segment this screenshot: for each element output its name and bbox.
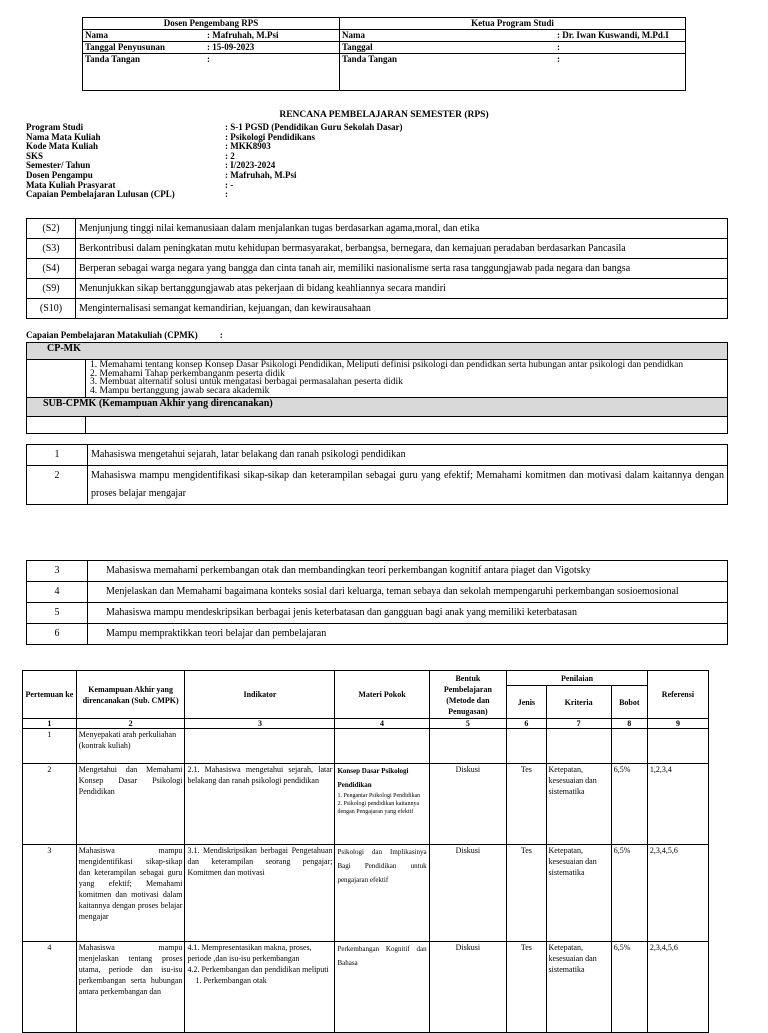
document-title: RENCANA PEMBELAJARAN SEMESTER (RPS)	[279, 110, 489, 120]
th-indikator: Indikator	[185, 671, 335, 719]
row-no: 1	[23, 729, 77, 764]
row-no: 4	[23, 942, 77, 1033]
cpmk-list	[86, 361, 727, 395]
row-bentuk: Diskusi	[429, 764, 507, 845]
materi-item: 2. Psikologi pendidikan kaitannya dengan Pengajaran yang efektif	[337, 801, 420, 815]
info-value: :	[225, 189, 228, 200]
info-row	[26, 190, 403, 200]
rps-table	[22, 670, 709, 1033]
dosen-nama	[83, 30, 340, 42]
kaprodi-nama	[340, 30, 686, 42]
row-bentuk	[429, 729, 507, 764]
cpl-code: (S3)	[27, 239, 76, 259]
row-kriteria: Ketepatan, kesesuaian dan sistematika	[546, 764, 611, 845]
cpl-text: Berperan sebagai warga negara yang bangga dan cinta tanah air, memiliki nasionalisme serta rasa tanggungjawab pada negara dan bangsa	[76, 259, 728, 279]
subcpmk-no: 4	[27, 582, 88, 603]
cpl-code: (S9)	[27, 279, 76, 299]
dosen-ttd	[83, 54, 340, 91]
value: :	[557, 42, 560, 52]
th-penilaian: Penilaian	[507, 671, 648, 686]
subcpmk-header: SUB-CPMK (Kemampuan Akhir yang direncanakan)	[27, 398, 728, 417]
label: Nama	[342, 30, 365, 40]
cpl-row	[27, 219, 728, 239]
indikator-line: 1. Perkembangan otak	[195, 976, 267, 985]
info-label: Nama Mata Kuliah	[26, 131, 101, 142]
row-kriteria	[546, 729, 611, 764]
cpmk-table	[26, 342, 728, 434]
subcpmk-no: 1	[27, 445, 88, 466]
row-jenis: Tes	[507, 942, 546, 1033]
th-materi: Materi Pokok	[335, 671, 429, 719]
blank-cell	[27, 417, 86, 434]
row-indikator	[185, 729, 335, 764]
blank-cell	[86, 417, 728, 434]
col-number: 1	[23, 719, 77, 729]
cpmk-blank	[27, 360, 86, 398]
subcpmk-text: Mahasiswa memahami perkembangan otak dan membandingkan teori perkembangan kognitif antara piaget dan Vigotsky	[88, 561, 728, 582]
value: : Dr. Iwan Kuswandi, M.Pd.I	[557, 30, 669, 40]
subcpmk-no: 2	[27, 466, 88, 505]
th-jenis: Jenis	[507, 686, 546, 719]
subcpmk-row	[27, 624, 728, 645]
cpl-code: (S10)	[27, 299, 76, 319]
table-row	[23, 845, 709, 942]
cpl-row	[27, 279, 728, 299]
materi-title: Konsep Dasar Psikologi Pendidikan	[337, 767, 409, 789]
dosen-tanggal	[83, 42, 340, 54]
th-bentuk: Bentuk Pembelajaran (Metode dan Penugasan)	[429, 671, 507, 719]
row-materi	[335, 764, 429, 845]
left-title: Dosen Pengembang RPS	[83, 18, 340, 30]
row-materi: Psikologi dan Implikasinya Bagi Pendidikan untuk pengajaran efektif	[335, 845, 429, 942]
info-value: : 2	[225, 150, 235, 161]
info-value: : MKK8903	[225, 141, 271, 152]
row-kemampuan: Menyepakati arah perkuliahan (kontrak kuliah)	[76, 729, 185, 764]
cpl-text: Menginternalisasi semangat kemandirian, kejuangan, dan kewirausahaan	[76, 299, 728, 319]
value: : 15-09-2023	[207, 42, 255, 52]
col-number: 2	[76, 719, 185, 729]
subcpmk-row	[27, 603, 728, 624]
row-indikator: 2.1. Mahasiswa mengetahui sejarah, latar belakang dan ranah psikologi pendidikan	[185, 764, 335, 845]
label: Tanda Tangan	[342, 54, 397, 64]
row-bentuk: Diskusi	[429, 942, 507, 1033]
cpmk-header: CP-MK	[27, 343, 728, 360]
col-number: 9	[647, 719, 708, 729]
col-number: 5	[429, 719, 507, 729]
row-jenis: Tes	[507, 764, 546, 845]
th-kriteria: Kriteria	[546, 686, 611, 719]
row-indikator	[185, 942, 335, 1033]
row-kriteria: Ketepatan, kesesuaian dan sistematika	[546, 845, 611, 942]
cpmk-item: 2. Memahami Tahap perkembanganm peserta didik	[90, 368, 285, 379]
kaprodi-tanggal	[340, 42, 686, 54]
materi-item: 1. Pengantar Psikologi Pendidikan	[337, 793, 421, 799]
info-label: Dosen Pengampu	[26, 169, 93, 180]
row-kemampuan: Mengetahui dan Memahami Konsep Dasar Psikologi Pendidikan	[76, 764, 185, 845]
th-bobot: Bobot	[611, 686, 647, 719]
row-referensi	[647, 729, 708, 764]
subcpmk-no: 3	[27, 561, 88, 582]
cpl-row	[27, 299, 728, 319]
subcpmk-row	[27, 445, 728, 466]
info-label: Semester/ Tahun	[26, 160, 91, 171]
cpmk-item: 1. Memahami tentang konsep Konsep Dasar Psikologi Pendidikan, Meliputi definisi psikologi dan pendidkan serta hubungan antar psikologi dan pendidkan	[90, 360, 684, 370]
row-kemampuan: Mahasiswa mampu mengidentifikasi sikap-sikap dan keterampilan sebagai guru yang efektif; Memahami komitmen dan motivasi dalam kaitannya dengan proses belajar mengajar	[76, 845, 185, 942]
row-materi: Perkembangan Kognitif dan Bahasa	[335, 942, 429, 1033]
row-bobot	[611, 729, 647, 764]
subcpmk-row	[27, 561, 728, 582]
cpmk-item: 4. Mampu bertanggung jawab secara akademik	[90, 385, 270, 396]
row-indikator: 3.1. Mendiskripsikan berbagai Pengetahuan dan keterampilan seorang pengajar; Komitmen dan motivasi	[185, 845, 335, 942]
row-materi	[335, 729, 429, 764]
row-bobot: 6,5%	[611, 942, 647, 1033]
row-referensi: 1,2,3,4	[647, 764, 708, 845]
col-number: 7	[546, 719, 611, 729]
row-referensi: 2,3,4,5,6	[647, 942, 708, 1033]
info-value: : -	[225, 179, 234, 190]
cpl-code: (S2)	[27, 219, 76, 239]
th-kemampuan: Kemampuan Akhir yang direncanakan (Sub. CMPK)	[76, 671, 185, 719]
row-bobot: 6,5%	[611, 764, 647, 845]
subcpmk-row	[27, 582, 728, 603]
subcpmk-table-b	[26, 560, 728, 645]
col-number: 6	[507, 719, 546, 729]
cpl-table	[26, 218, 728, 319]
info-value: : Mafruhah, M.Psi	[225, 169, 297, 180]
value: :	[557, 54, 560, 64]
subcpmk-row	[27, 466, 728, 505]
info-value: : Psikologi Pendidikans	[225, 131, 316, 142]
info-label: Kode Mata Kuliah	[26, 141, 99, 152]
subcpmk-text: Mahasiswa mampu mengidentifikasi sikap-sikap dan keterampilan sebagai guru yang efektif; Memahami komitmen dan motivasi dalam kaitannya dengan proses belajar mengajar	[88, 466, 728, 505]
col-number: 3	[185, 719, 335, 729]
col-number: 8	[611, 719, 647, 729]
th-referensi: Referensi	[647, 671, 708, 719]
row-bobot: 6,5%	[611, 845, 647, 942]
subcpmk-no: 6	[27, 624, 88, 645]
label: Tanda Tangan	[85, 54, 140, 64]
label: Nama	[85, 30, 108, 40]
signature-table	[82, 17, 686, 91]
kaprodi-ttd	[340, 54, 686, 91]
cpl-text: Menjunjung tinggi nilai kemanusiaan dalam menjalankan tugas berdasarkan agama,moral, dan etika	[76, 219, 728, 239]
cpl-row	[27, 239, 728, 259]
cpl-code: (S4)	[27, 259, 76, 279]
info-value: : S-1 PGSD (Pendidikan Guru Sekolah Dasar)	[225, 122, 403, 132]
right-title: Ketua Program Studi	[340, 18, 686, 30]
row-kriteria: Ketepatan, kesesuaian dan sistematika	[546, 942, 611, 1033]
label: Tanggal	[342, 42, 373, 52]
cpmk-list-cell	[86, 360, 728, 398]
row-referensi: 2,3,4,5,6	[647, 845, 708, 942]
subcpmk-text: Menjelaskan dan Memahami bagaimana konteks sosial dari keluarga, teman sebaya dan sekolah mempengaruhi perkembangan sosioemosional	[88, 582, 728, 603]
indikator-line: 4.1. Mempresentasikan makna, proses, periode ,dan isu-isu perkembangan	[187, 943, 312, 963]
table-row	[23, 942, 709, 1033]
subcpmk-table-a	[26, 444, 728, 505]
cpl-text: Berkontribusi dalam peningkatan mutu kehidupan bermasyarakat, berbangsa, bernegara, dan kemajuan peradaban berdasarkan Pancasila	[76, 239, 728, 259]
row-no: 2	[23, 764, 77, 845]
subcpmk-text: Mampu mempraktikkan teori belajar dan pembelajaran	[88, 624, 728, 645]
value: : Mafruhah, M.Psi	[207, 30, 279, 40]
info-label: SKS	[26, 150, 44, 161]
subcpmk-no: 5	[27, 603, 88, 624]
col-number: 4	[335, 719, 429, 729]
label: Tanggal Penyusunan	[85, 42, 165, 52]
table-row	[23, 764, 709, 845]
cpl-text: Menunjukkan sikap bertanggungjawab atas pekerjaan di bidang keahliannya secara mandiri	[76, 279, 728, 299]
cpl-row	[27, 259, 728, 279]
row-bentuk: Diskusi	[429, 845, 507, 942]
row-jenis	[507, 729, 546, 764]
subcpmk-text: Mahasiswa mengetahui sejarah, latar belakang dan ranah psikologi pendidikan	[88, 445, 728, 466]
info-label: Mata Kuliah Prasyarat	[26, 179, 116, 190]
row-jenis: Tes	[507, 845, 546, 942]
cpmk-item: 3. Membuat alternatif solusi untuk mengatasi berbagai permasalahan peserta didik	[90, 377, 403, 387]
cpmk-label-text: Capaian Pembelajaran Matakuliah (CPMK)	[26, 330, 198, 340]
info-value: : I/2023-2024	[225, 160, 276, 171]
info-row	[26, 142, 403, 152]
info-label: Program Studi	[26, 122, 84, 132]
row-no: 3	[23, 845, 77, 942]
course-info	[26, 123, 403, 200]
th-pertemuan: Pertemuan ke	[23, 671, 77, 719]
info-label: Capaian Pembelajaran Lulusan (CPL)	[26, 189, 175, 200]
row-kemampuan: Mahasiswa mampu menjelaskan tentang proses utama, periode dan isu-isu perkembangan serta hubungan antara perkembangan dan	[76, 942, 185, 1033]
subcpmk-text: Mahasiswa mampu mendeskripsikan berbagai jenis keterbatasan dan gangguan bagi anak yang memiliki keterbatasan	[88, 603, 728, 624]
cpmk-colon: :	[219, 330, 223, 340]
value: :	[207, 54, 210, 64]
table-row	[23, 729, 709, 764]
cpmk-label	[26, 330, 223, 340]
indikator-line: 4.2. Perkembangan dan pendidikan meliputi	[187, 965, 329, 974]
